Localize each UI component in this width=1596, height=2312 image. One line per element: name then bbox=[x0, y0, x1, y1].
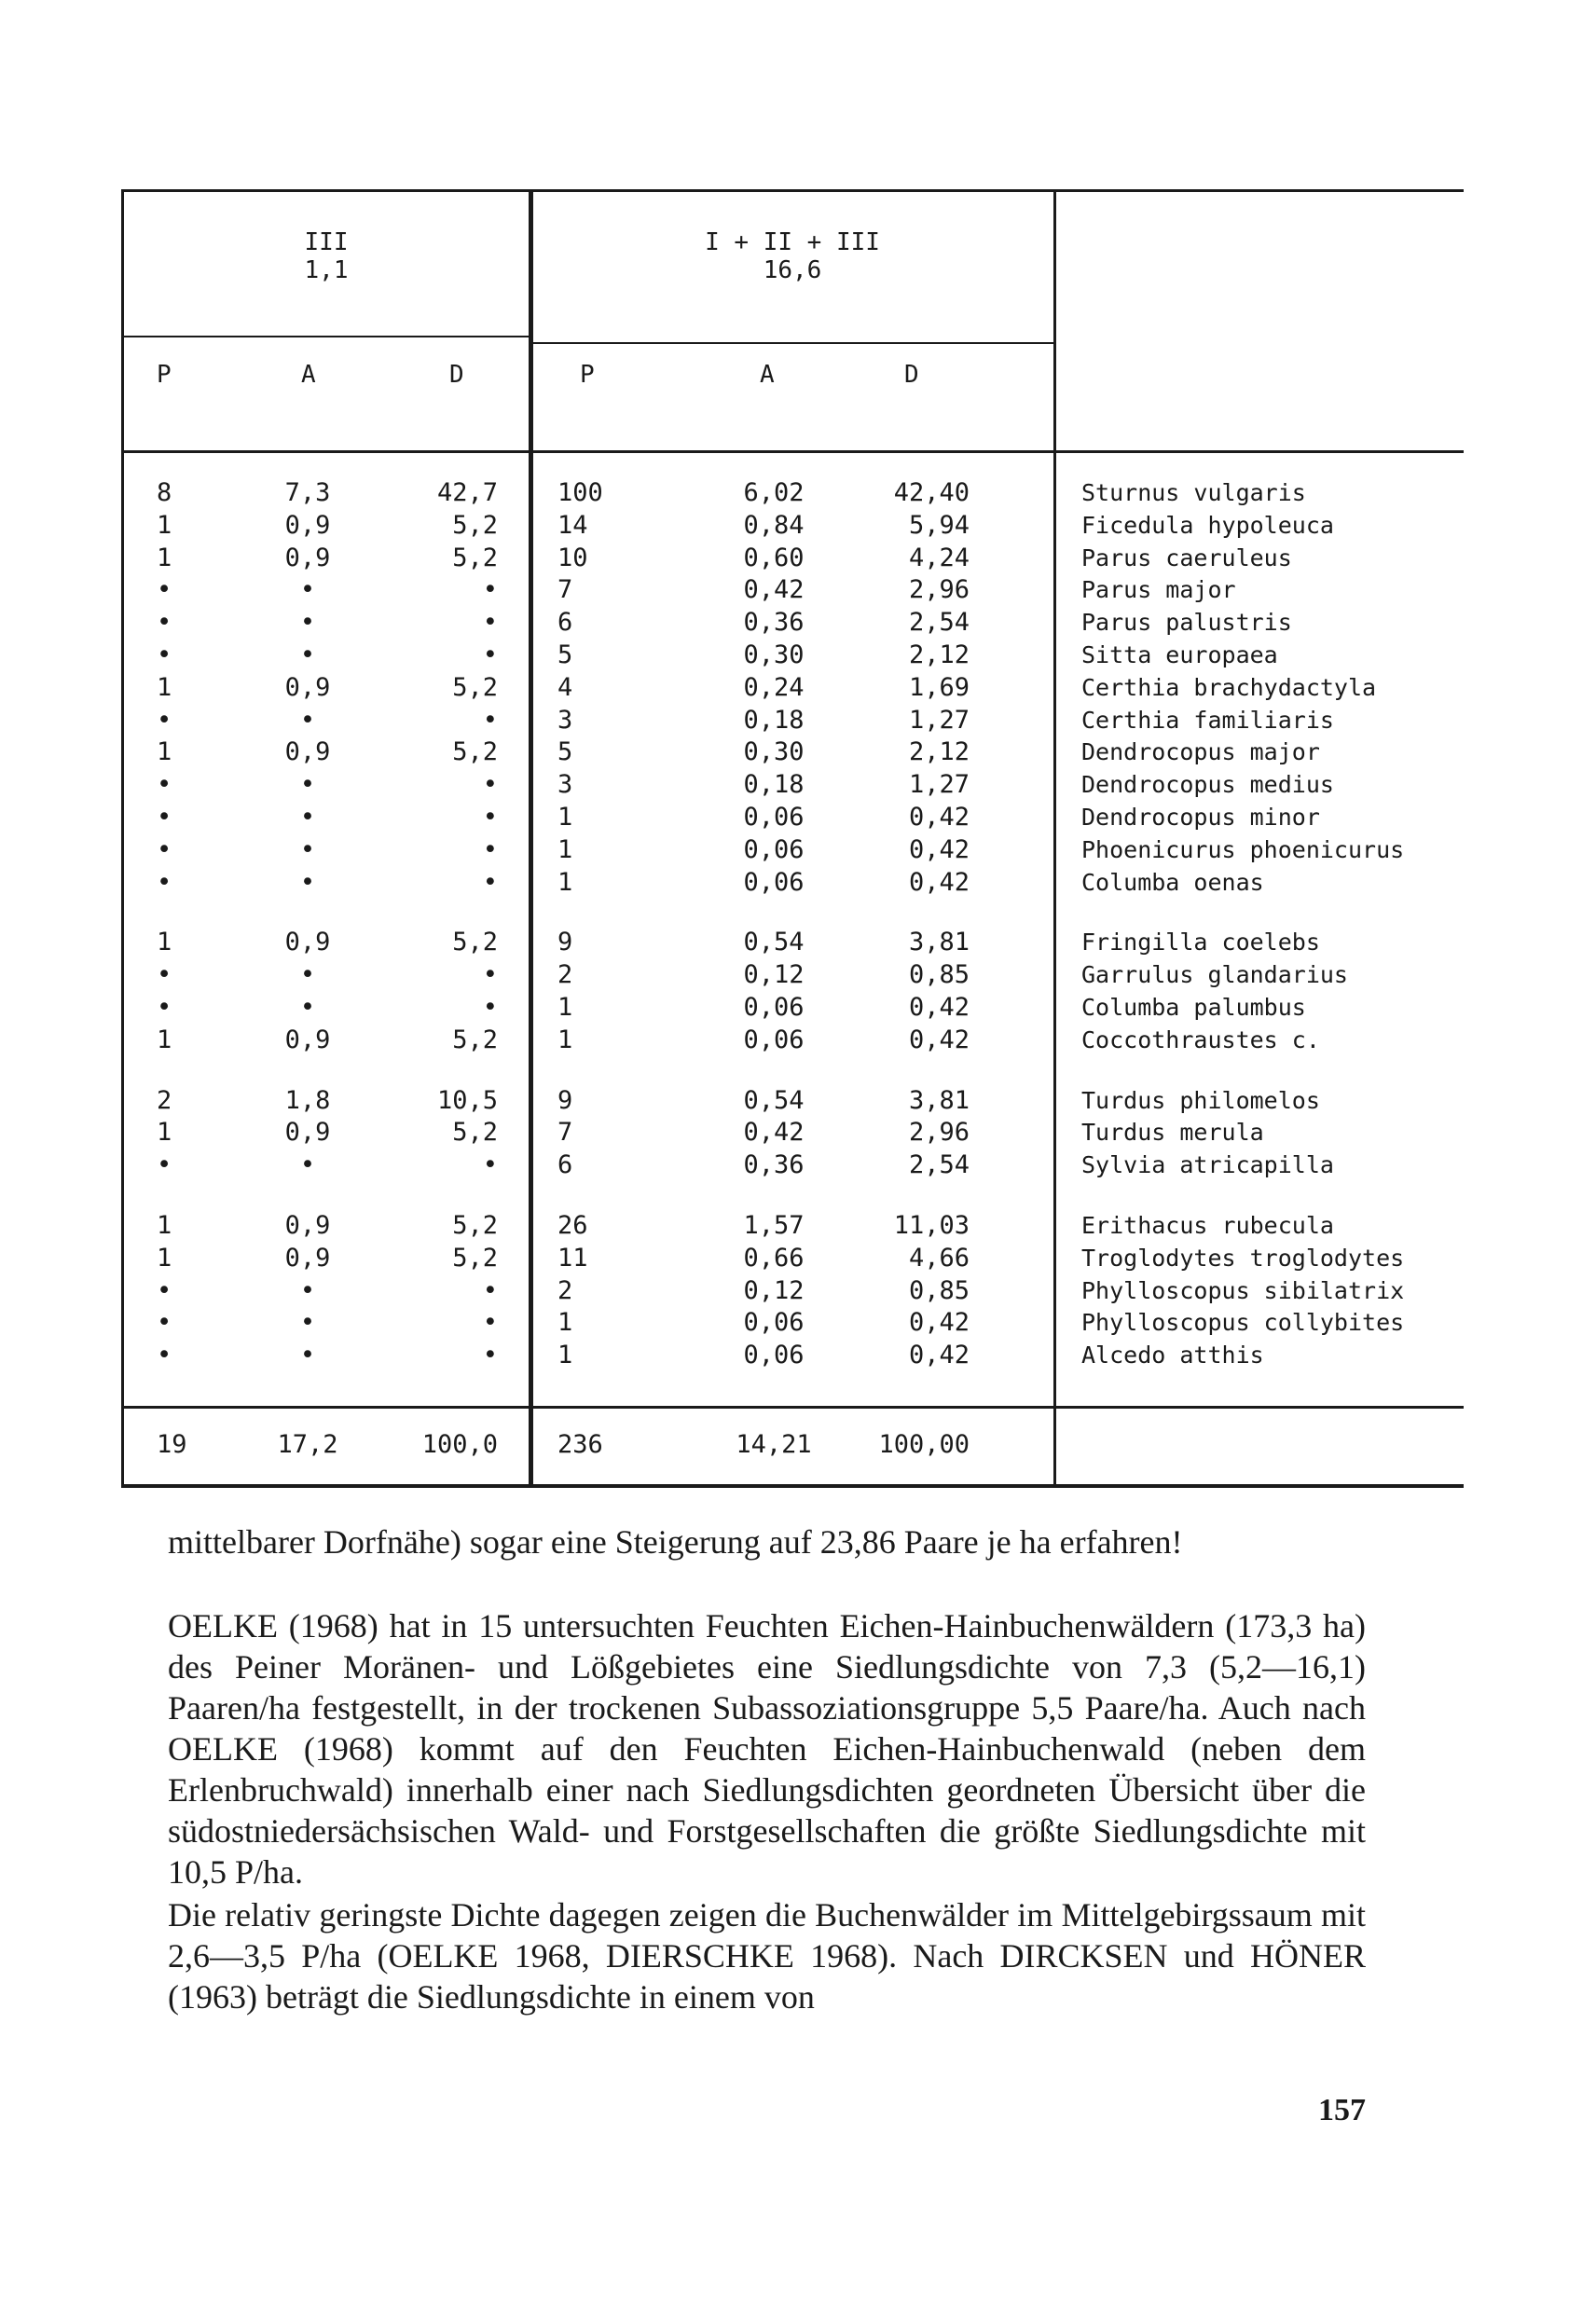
species-name: Parus caeruleus bbox=[1081, 544, 1292, 571]
cell-d: • bbox=[482, 575, 498, 605]
cell-p-total: 1 bbox=[557, 867, 573, 897]
cell-a: • bbox=[299, 1275, 316, 1305]
cell-p-total: 14 bbox=[557, 510, 588, 540]
cell-a-total: 6,02 bbox=[743, 478, 805, 507]
total-d: 100,0 bbox=[421, 1430, 498, 1459]
cell-p-total: 2 bbox=[557, 960, 573, 990]
cell-d-total: 3,81 bbox=[908, 1085, 970, 1115]
species-name: Erithacus rubecula bbox=[1081, 1212, 1334, 1239]
table-row bbox=[0, 834, 1596, 866]
cell-p-total: 3 bbox=[557, 705, 573, 735]
cell-a: • bbox=[299, 608, 316, 638]
cell-d-total: 0,42 bbox=[908, 1025, 970, 1054]
cell-p-total: 3 bbox=[557, 770, 573, 800]
table-row bbox=[0, 607, 1596, 639]
cell-d-total: 1,27 bbox=[908, 705, 970, 735]
cell-p: • bbox=[157, 640, 172, 669]
table-row bbox=[0, 1243, 1596, 1274]
cell-d-total: 2,96 bbox=[908, 1118, 970, 1148]
cell-d: • bbox=[482, 1275, 498, 1305]
cell-d: • bbox=[482, 993, 498, 1022]
table-row bbox=[0, 736, 1596, 768]
cell-d-total: 2,12 bbox=[908, 737, 970, 767]
cell-a: 0,9 bbox=[284, 737, 331, 767]
cell-a: • bbox=[299, 640, 316, 669]
cell-a-total: 0,36 bbox=[743, 1150, 805, 1180]
cell-d: • bbox=[482, 803, 498, 832]
species-name: Dendrocopus medius bbox=[1081, 771, 1334, 799]
cell-d-total: 4,24 bbox=[908, 543, 970, 572]
cell-a: • bbox=[299, 1150, 316, 1180]
cell-p-total: 1 bbox=[557, 993, 573, 1022]
cell-a: 0,9 bbox=[284, 1118, 331, 1148]
cell-p-total: 9 bbox=[557, 1085, 573, 1115]
cell-a: • bbox=[299, 575, 316, 605]
cell-p-total: 1 bbox=[557, 1341, 573, 1370]
species-name: Dendrocopus minor bbox=[1081, 804, 1320, 831]
group-left-header bbox=[233, 228, 420, 284]
species-name: Parus palustris bbox=[1081, 609, 1292, 637]
cell-d: 10,5 bbox=[436, 1085, 498, 1115]
cell-d: 5,2 bbox=[452, 1211, 498, 1240]
cell-a-total: 0,12 bbox=[743, 1275, 805, 1305]
species-name: Troglodytes troglodytes bbox=[1081, 1244, 1405, 1272]
table-bottom-rule bbox=[121, 1484, 1464, 1488]
cell-p-total: 5 bbox=[557, 640, 573, 669]
cell-p: • bbox=[157, 834, 172, 864]
cell-d: 5,2 bbox=[452, 737, 498, 767]
cell-p: • bbox=[157, 1341, 172, 1370]
cell-p-total: 4 bbox=[557, 672, 573, 702]
table-row bbox=[0, 867, 1596, 899]
cell-a: • bbox=[299, 1308, 316, 1338]
cell-p: 2 bbox=[157, 1085, 172, 1115]
total-a2: 14,21 bbox=[736, 1430, 812, 1459]
cell-p-total: 1 bbox=[557, 834, 573, 864]
cell-p: • bbox=[157, 608, 172, 638]
table-row bbox=[0, 1085, 1596, 1117]
table-row bbox=[0, 574, 1596, 606]
cell-a-total: 0,54 bbox=[743, 1085, 805, 1115]
group-right-label: I + II + III bbox=[705, 228, 880, 256]
cell-p-total: 1 bbox=[557, 1025, 573, 1054]
cell-p-total: 7 bbox=[557, 575, 573, 605]
species-name: Phoenicurus phoenicurus bbox=[1081, 835, 1405, 863]
subheader-rule bbox=[121, 450, 1464, 453]
cell-p: • bbox=[157, 575, 172, 605]
cell-p: 1 bbox=[157, 543, 172, 572]
species-name: Ficedula hypoleuca bbox=[1081, 511, 1334, 539]
total-p: 19 bbox=[157, 1430, 187, 1459]
cell-d-total: 0,42 bbox=[908, 993, 970, 1022]
table-row bbox=[0, 1117, 1596, 1149]
cell-a: • bbox=[299, 867, 316, 897]
cell-d: 5,2 bbox=[452, 672, 498, 702]
cell-a-total: 0,06 bbox=[743, 1025, 805, 1054]
cell-a-total: 0,06 bbox=[743, 834, 805, 864]
cell-p: • bbox=[157, 1150, 172, 1180]
cell-p: • bbox=[157, 803, 172, 832]
cell-p: 1 bbox=[157, 1243, 172, 1273]
cell-p: 1 bbox=[157, 510, 172, 540]
cell-d-total: 1,69 bbox=[908, 672, 970, 702]
species-name: Columba oenas bbox=[1081, 868, 1264, 896]
cell-d: 5,2 bbox=[452, 1243, 498, 1273]
table-row bbox=[0, 1210, 1596, 1242]
cell-a-total: 0,54 bbox=[743, 928, 805, 957]
cell-d: 5,2 bbox=[452, 510, 498, 540]
cell-d: • bbox=[482, 640, 498, 669]
totals-row bbox=[0, 1429, 1596, 1461]
cell-d-total: 42,40 bbox=[893, 478, 970, 507]
table-row bbox=[0, 1275, 1596, 1307]
paragraph-1: mittelbarer Dorfnähe) sogar eine Steigerung auf 23,86 Paare je ha erfahren! bbox=[168, 1523, 1183, 1561]
species-name: Columba palumbus bbox=[1081, 994, 1306, 1021]
cell-a-total: 0,18 bbox=[743, 770, 805, 800]
cell-p-total: 11 bbox=[557, 1243, 588, 1273]
species-name: Fringilla coelebs bbox=[1081, 929, 1320, 956]
cell-p: • bbox=[157, 705, 172, 735]
cell-p-total: 6 bbox=[557, 608, 573, 638]
cell-p: • bbox=[157, 960, 172, 990]
page-number: 157 bbox=[1318, 2093, 1366, 2127]
cell-p-total: 1 bbox=[557, 803, 573, 832]
cell-a-total: 0,06 bbox=[743, 1308, 805, 1338]
cell-p-total: 2 bbox=[557, 1275, 573, 1305]
table-row bbox=[0, 477, 1596, 509]
cell-d: 42,7 bbox=[436, 478, 498, 507]
cell-p-total: 9 bbox=[557, 928, 573, 957]
species-name: Garrulus glandarius bbox=[1081, 961, 1348, 989]
subheader-p-left: P bbox=[157, 361, 172, 389]
subheader-a-right: A bbox=[760, 361, 775, 389]
cell-a: 0,9 bbox=[284, 928, 331, 957]
cell-p: 1 bbox=[157, 928, 172, 957]
group-left-value: 1,1 bbox=[304, 256, 349, 284]
header-rule-right bbox=[533, 342, 1055, 344]
cell-a-total: 0,84 bbox=[743, 510, 805, 540]
cell-d: • bbox=[482, 770, 498, 800]
subheader-d-right: D bbox=[904, 361, 919, 389]
cell-a-total: 0,30 bbox=[743, 640, 805, 669]
species-name: Sylvia atricapilla bbox=[1081, 1151, 1334, 1179]
cell-a-total: 0,36 bbox=[743, 608, 805, 638]
cell-p-total: 7 bbox=[557, 1118, 573, 1148]
cell-d-total: 0,85 bbox=[908, 960, 970, 990]
cell-a-total: 0,24 bbox=[743, 672, 805, 702]
total-p2: 236 bbox=[557, 1430, 603, 1459]
cell-p: • bbox=[157, 1275, 172, 1305]
species-name: Phylloscopus sibilatrix bbox=[1081, 1276, 1405, 1304]
cell-a: 0,9 bbox=[284, 1211, 331, 1240]
species-name: Alcedo atthis bbox=[1081, 1342, 1264, 1369]
cell-a: 7,3 bbox=[284, 478, 331, 507]
cell-p-total: 10 bbox=[557, 543, 588, 572]
cell-p-total: 100 bbox=[557, 478, 603, 507]
table-row bbox=[0, 543, 1596, 574]
species-name: Phylloscopus collybites bbox=[1081, 1309, 1405, 1337]
cell-d: • bbox=[482, 867, 498, 897]
table-row bbox=[0, 927, 1596, 958]
cell-p: • bbox=[157, 1308, 172, 1338]
species-name: Sitta europaea bbox=[1081, 641, 1278, 668]
cell-d-total: 3,81 bbox=[908, 928, 970, 957]
table-row bbox=[0, 510, 1596, 542]
cell-a: • bbox=[299, 705, 316, 735]
table-top-rule bbox=[121, 189, 1464, 192]
cell-d-total: 0,85 bbox=[908, 1275, 970, 1305]
table-row bbox=[0, 769, 1596, 801]
cell-d: • bbox=[482, 705, 498, 735]
total-a: 17,2 bbox=[277, 1430, 338, 1459]
cell-p-total: 1 bbox=[557, 1308, 573, 1338]
subheader-p-right: P bbox=[580, 361, 595, 389]
header-rule-left bbox=[121, 336, 533, 337]
cell-p-total: 5 bbox=[557, 737, 573, 767]
cell-a: • bbox=[299, 960, 316, 990]
species-name: Certhia familiaris bbox=[1081, 706, 1334, 734]
cell-a: • bbox=[299, 1341, 316, 1370]
subheader-a-left: A bbox=[301, 361, 316, 389]
cell-a-total: 0,06 bbox=[743, 867, 805, 897]
cell-d: • bbox=[482, 1341, 498, 1370]
cell-p: 1 bbox=[157, 1118, 172, 1148]
totals-top-rule bbox=[121, 1406, 1464, 1409]
cell-a: 0,9 bbox=[284, 1243, 331, 1273]
cell-d-total: 4,66 bbox=[908, 1243, 970, 1273]
paragraph-3: Die relativ geringste Dichte dagegen zeigen die Buchenwälder im Mittelgebirgssaum mit 2,6—3,5 P/ha (OELKE 1968, DIERSCHKE 1968). Nach DIRCKSEN und HÖNER (1963) beträgt die Siedlungsdichte in einem von bbox=[168, 1896, 1366, 2016]
cell-d-total: 0,42 bbox=[908, 867, 970, 897]
cell-d-total: 11,03 bbox=[893, 1211, 970, 1240]
cell-p-total: 6 bbox=[557, 1150, 573, 1180]
cell-p: 1 bbox=[157, 1025, 172, 1054]
cell-d: • bbox=[482, 608, 498, 638]
cell-p: 1 bbox=[157, 672, 172, 702]
cell-a-total: 0,42 bbox=[743, 575, 805, 605]
cell-d: • bbox=[482, 960, 498, 990]
species-name: Dendrocopus major bbox=[1081, 738, 1320, 766]
cell-d-total: 2,54 bbox=[908, 1150, 970, 1180]
paragraph-2: OELKE (1968) hat in 15 untersuchten Feuchten Eichen-Hainbuchenwäldern (173,3 ha) des Peiner Moränen- und Lößgebietes eine Siedlungsdichte von 7,3 (5,2—16,1) Paaren/ha festgestellt, in der trockenen Subassoziationsgruppe 5,5 Paare/ha. Auch nach OELKE (1968) kommt auf den Feuchten Eichen-Hainbuchenwald (neben dem Erlenbruchwald) innerhalb einer nach Siedlungsdichten geordneten Übersicht über die südostniedersächsischen Wald- und Forstgesellschaften die größte Siedlungsdichte mit 10,5 P/ha. bbox=[168, 1607, 1366, 1891]
subheader-d-left: D bbox=[449, 361, 464, 389]
cell-d-total: 2,54 bbox=[908, 608, 970, 638]
cell-d-total: 0,42 bbox=[908, 1308, 970, 1338]
cell-a: 0,9 bbox=[284, 510, 331, 540]
cell-d: • bbox=[482, 1150, 498, 1180]
cell-a-total: 0,60 bbox=[743, 543, 805, 572]
species-name: Parus major bbox=[1081, 576, 1236, 604]
table-row bbox=[0, 1340, 1596, 1371]
cell-a: 1,8 bbox=[284, 1085, 331, 1115]
table-row bbox=[0, 959, 1596, 991]
cell-d-total: 5,94 bbox=[908, 510, 970, 540]
species-name: Certhia brachydactyla bbox=[1081, 673, 1377, 701]
cell-d: 5,2 bbox=[452, 1025, 498, 1054]
cell-a-total: 1,57 bbox=[743, 1211, 805, 1240]
cell-p: • bbox=[157, 993, 172, 1022]
total-d2: 100,00 bbox=[878, 1430, 970, 1459]
group-right-value: 16,6 bbox=[763, 256, 822, 284]
cell-d-total: 2,96 bbox=[908, 575, 970, 605]
species-name: Turdus philomelos bbox=[1081, 1086, 1320, 1114]
table-row bbox=[0, 1307, 1596, 1339]
table-row bbox=[0, 1149, 1596, 1181]
cell-d-total: 1,27 bbox=[908, 770, 970, 800]
cell-p: 8 bbox=[157, 478, 172, 507]
group-left-label: III bbox=[304, 228, 349, 256]
cell-d-total: 0,42 bbox=[908, 834, 970, 864]
table-row bbox=[0, 802, 1596, 833]
table-row bbox=[0, 1025, 1596, 1056]
cell-a: • bbox=[299, 803, 316, 832]
cell-a: • bbox=[299, 993, 316, 1022]
cell-a: 0,9 bbox=[284, 543, 331, 572]
cell-a: 0,9 bbox=[284, 1025, 331, 1054]
cell-p: • bbox=[157, 770, 172, 800]
cell-a-total: 0,30 bbox=[743, 737, 805, 767]
cell-a: • bbox=[299, 834, 316, 864]
table-row bbox=[0, 705, 1596, 736]
cell-a-total: 0,06 bbox=[743, 993, 805, 1022]
species-name: Sturnus vulgaris bbox=[1081, 479, 1306, 506]
cell-p: 1 bbox=[157, 1211, 172, 1240]
cell-d-total: 0,42 bbox=[908, 1341, 970, 1370]
cell-d: • bbox=[482, 834, 498, 864]
cell-d: 5,2 bbox=[452, 928, 498, 957]
group-right-header bbox=[671, 228, 914, 284]
species-name: Turdus merula bbox=[1081, 1119, 1264, 1147]
cell-d-total: 0,42 bbox=[908, 803, 970, 832]
cell-d: 5,2 bbox=[452, 1118, 498, 1148]
table-row bbox=[0, 992, 1596, 1024]
cell-a: • bbox=[299, 770, 316, 800]
cell-a-total: 0,12 bbox=[743, 960, 805, 990]
cell-p: 1 bbox=[157, 737, 172, 767]
cell-p: • bbox=[157, 867, 172, 897]
species-name: Coccothraustes c. bbox=[1081, 1025, 1320, 1053]
table-row bbox=[0, 672, 1596, 704]
cell-a-total: 0,06 bbox=[743, 1341, 805, 1370]
cell-a-total: 0,42 bbox=[743, 1118, 805, 1148]
cell-a-total: 0,06 bbox=[743, 803, 805, 832]
cell-a: 0,9 bbox=[284, 672, 331, 702]
cell-p-total: 26 bbox=[557, 1211, 588, 1240]
table-row bbox=[0, 640, 1596, 671]
cell-d: 5,2 bbox=[452, 543, 498, 572]
cell-a-total: 0,66 bbox=[743, 1243, 805, 1273]
cell-d-total: 2,12 bbox=[908, 640, 970, 669]
cell-a-total: 0,18 bbox=[743, 705, 805, 735]
cell-d: • bbox=[482, 1308, 498, 1338]
